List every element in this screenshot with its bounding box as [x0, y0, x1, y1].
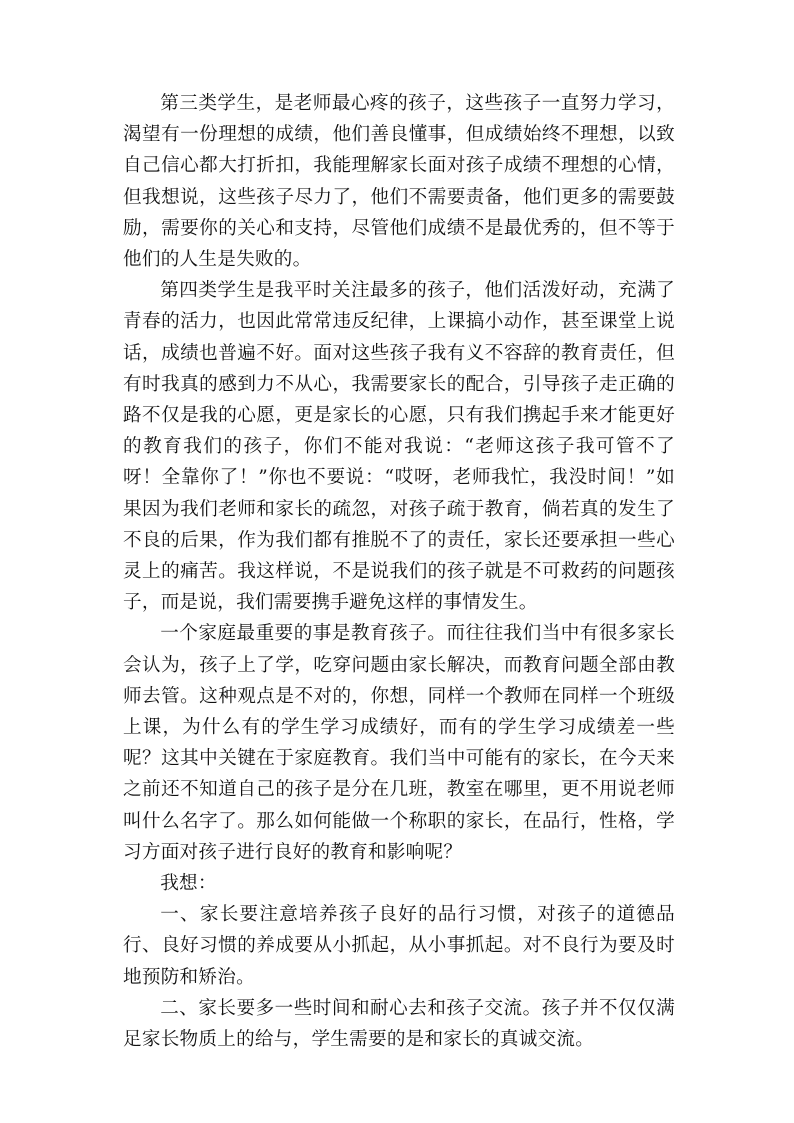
- paragraph-i-think: 我想：: [160, 873, 217, 895]
- document-page: [123, 88, 675, 1055]
- paragraph-point-one: 一、家长要注意培养孩子良好的品行习惯，对孩子的道德品行、良好习惯的养成要从小抓起，从小事抓起。对不良行为要及时地预防和矫治。: [123, 904, 675, 988]
- paragraph-family-education: 一个家庭最重要的事是教育孩子。而往往我们当中有很多家长会认为，孩子上了学，吃穿问题由家长解决，而教育问题全部由教师去管。这种观点是不对的，你想，同样一个教师在同样一个班级上课，为什么有的学生学习成绩好，而有的学生学习成绩差一些呢？这其中关键在于家庭教育。我们当中可能有的家长，在今天来之前还不知道自己的孩子是分在几班，教室在哪里，更不用说老师叫什么名字了。那么如何能做一个称职的家长，在品行，性格，学习方面对孩子进行良好的教育和影响呢？: [123, 623, 675, 863]
- paragraph-third-type-students: 第三类学生，是老师最心疼的孩子，这些孩子一直努力学习，渴望有一份理想的成绩，他们善良懂事，但成绩始终不理想，以致自己信心都大打折扣，我能理解家长面对孩子成绩不理想的心情，但我想说，这些孩子尽力了，他们不需要责备，他们更多的需要鼓励，需要你的关心和支持，尽管他们成绩不是最优秀的，但不等于他们的人生是失败的。: [123, 93, 675, 271]
- paragraph-point-two: 二、家长要多一些时间和耐心去和孩子交流。孩子并不仅仅满足家长物质上的给与，学生需要的是和家长的真诚交流。: [123, 997, 675, 1051]
- paragraph-fourth-type-students: 第四类学生是我平时关注最多的孩子，他们活泼好动，充满了青春的活力，也因此常常违反纪律，上课搞小动作，甚至课堂上说话，成绩也普遍不好。面对这些孩子我有义不容辞的教育责任，但有时我真的感到力不从心，我需要家长的配合，引导孩子走正确的路不仅是我的心愿，更是家长的心愿，只有我们携起手来才能更好的教育我们的孩子，你们不能对我说：“老师这孩子我可管不了呀！全靠你了！”你也不要说：“哎呀，老师我忙，我没时间！”如果因为我们老师和家长的疏忽，对孩子疏于教育，倘若真的发生了不良的后果，作为我们都有推脱不了的责任，家长还要承担一些心灵上的痛苦。我这样说，不是说我们的孩子就是不可救药的问题孩子，而是说，我们需要携手避免这样的事情发生。: [123, 280, 675, 614]
